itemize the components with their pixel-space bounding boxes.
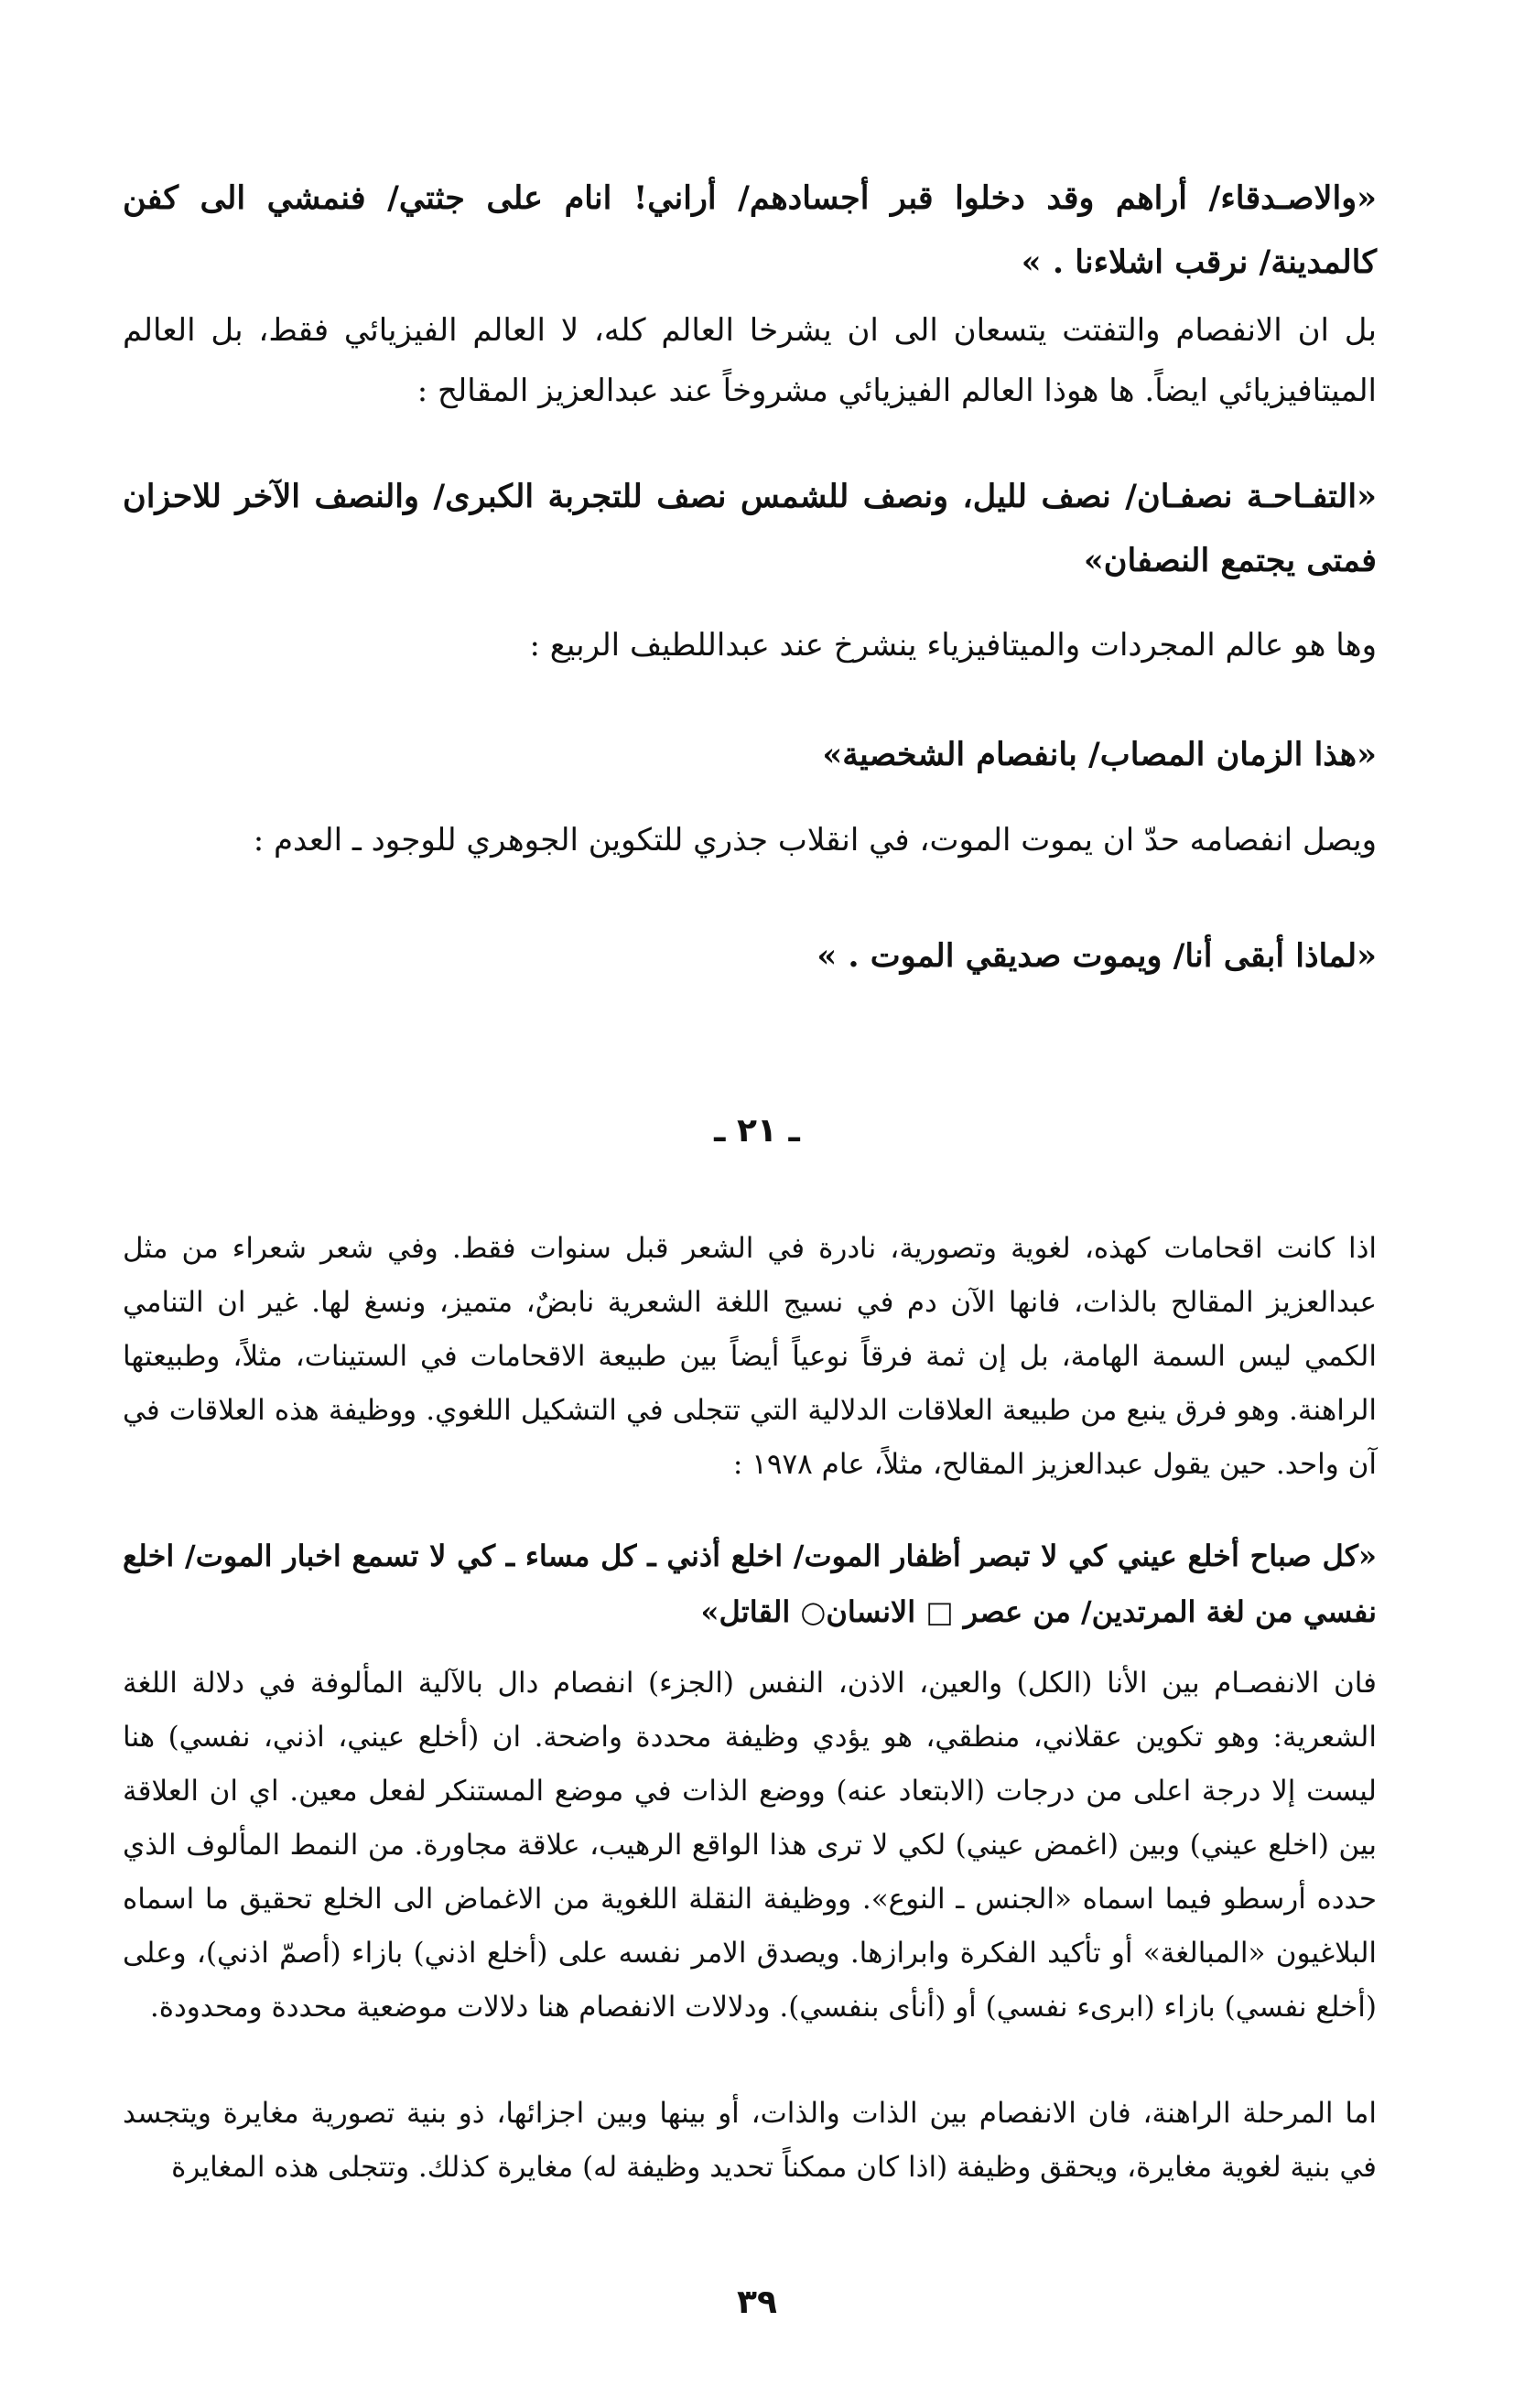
- poem-quote-1: «والاصـدقاء/ أراهم وقد دخلوا قبر أجسادهم/ أراني! انام على جثتي/ فنمشي الى كفن كالمدينة/ نرقب اشلاءنا . »: [123, 179, 1377, 281]
- paragraph-6: اما المرحلة الراهنة، فان الانفصام بين الذات والذات، أو بينها وبين اجزائها، ذو بنية تصورية مغايرة ويتجسد في بنية لغوية مغايرة، ويحقق وظيفة (اذا كان ممكناً تحديد وظيفة له) مغايرة كذلك. وتتجلى هذه المغايرة: [123, 2097, 1377, 2184]
- clipping-number: ـ ٢١ ـ: [714, 1112, 800, 1150]
- poem-quote-5: «كل صباح أخلع عيني كي لا تبصر أظفار الموت/ اخلع أذني ـ كل مساء ـ كي لا تسمع اخبار الموت/ اخلع نفسي من لغة المرتدين/ من عصر □ الانسان○ القاتل»: [123, 1539, 1377, 1629]
- paragraph-1: بل ان الانفصام والتفتت يتسعان الى ان يشرخا العالم كله، لا العالم الفيزيائي فقط، بل العالم الميتافيزيائي ايضاً. ها هوذا العالم الفيزيائي مشروخاً عند عبدالعزيز المقالح :: [123, 312, 1377, 409]
- poem-quote-2: «التفـاحـة نصفـان/ نصف لليل، ونصف للشمس نصف للتجربة الكبرى/ والنصف الآخر للاحزان فمتى يجتمع النصفان»: [123, 478, 1377, 579]
- paragraph-5: فان الانفصـام بين الأنا (الكل) والعين، الاذن، النفس (الجزء) انفصام دال بالآلية المألوفة في دلالة اللغة الشعرية: وهو تكوين عقلاني، منطقي، هو يؤدي وظيفة محددة واضحة. ان (أخلع عيني، اذني، نفسي) هنا ليست إلا درجة اعلى من درجات (الابتعاد عنه) ووضع الذات في موضع المستنكر لفعل معين. اي ان العلاقة بين (اخلع عيني) وبين (اغمض عيني) لكي لا ترى هذا الواقع الرهيب، علاقة مجاورة. من النمط المألوف الذي حدده أرسطو فيما اسماه «الجنس ـ النوع». ووظيفة النقلة اللغوية من الاغماض الى الخلع تحقيق ما اسماه البلاغيون «المبالغة» أو تأكيد الفكرة وابرازها. ويصدق الامر نفسه على (أخلع اذني) بازاء (أصمّ اذني)، وعلى (أخلع نفسي) بازاء (ابرىء نفسي) أو (أنأى بنفسي). ودلالات الانفصام هنا دلالات موضعية محددة ومحدودة.: [123, 1667, 1377, 2024]
- poem-quote-3: «هذا الزمان المصاب/ بانفصام الشخصية»: [822, 736, 1377, 773]
- page-number: ٣٩: [737, 2284, 777, 2321]
- paragraph-3: ويصل انفصامه حدّ ان يموت الموت، في انقلاب جذري للتكوين الجوهري للوجود ـ العدم :: [253, 822, 1377, 858]
- poem-quote-4: «لماذا أبقى أنا/ ويموت صديقي الموت . »: [816, 937, 1377, 975]
- paragraph-2: وها هو عالم المجردات والميتافيزياء ينشرخ عند عبداللطيف الربيع :: [529, 627, 1377, 664]
- paragraph-4: اذا كانت اقحامات كهذه، لغوية وتصورية، نادرة في الشعر قبل سنوات فقط. وفي شعر شعراء من مثل عبدالعزيز المقالح بالذات، فانها الآن دم في نسيج اللغة الشعرية نابضٌ، متميز، ونسغ لها. غير ان التنامي الكمي ليس السمة الهامة، بل إن ثمة فرقاً نوعياً أيضاً بين طبيعة الاقحامات في الستينات، مثلاً، وطبيعتها الراهنة. وهو فرق ينبع من طبيعة العلاقات الدلالية التي تتجلى في التشكيل اللغوي. ووظيفة هذه العلاقات في آن واحد. حين يقول عبدالعزيز المقالح، مثلاً، عام ١٩٧٨ :: [123, 1232, 1377, 1481]
